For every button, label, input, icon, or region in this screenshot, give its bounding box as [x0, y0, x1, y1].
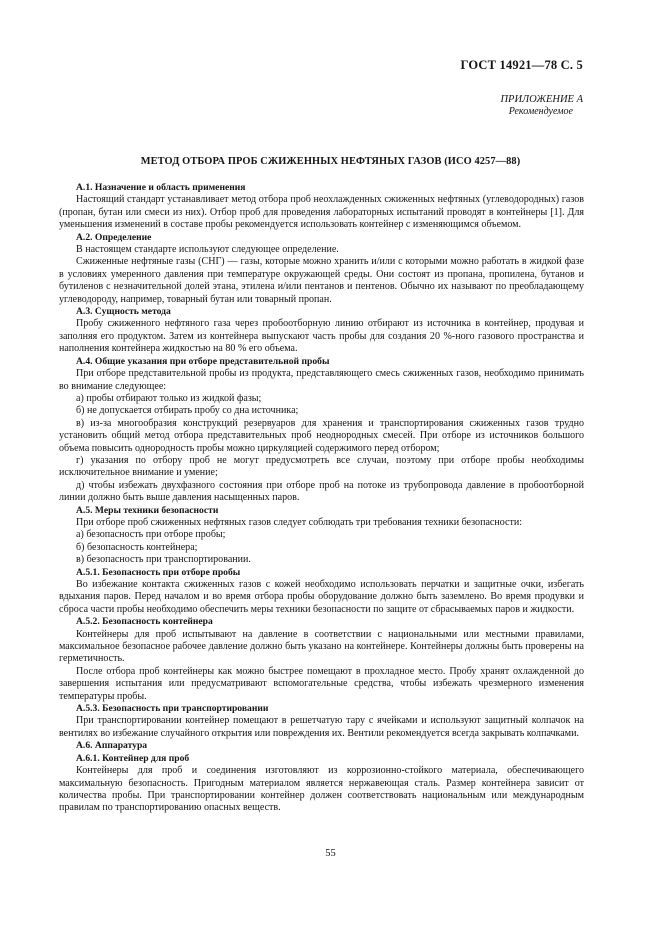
body-paragraph: Сжиженные нефтяные газы (СНГ) — газы, которые можно хранить и/или с которыми можно работать в жидкой фазе в условиях умеренного давления при температуре окружающей среды. Они состоят из пропана, пропилена, бутанов и бутиленов с незначительной долей этана, этилена и/или пентанов и пентенов. Обычно их называют по преобладающему углеводороду, например, товарный бутан или товарный пропан.	[59, 256, 584, 305]
appendix-label: ПРИЛОЖЕНИЕ А	[500, 94, 583, 105]
body-paragraph: После отбора проб контейнеры как можно быстрее помещают в прохладное место. Пробу хранят охлажденной до завершения испытания или предусматривают вспомогательные средства, чтобы избежать чрезмерного изменения температуры пробы.	[59, 665, 584, 702]
body-paragraph: Контейнеры для проб испытывают на давление в соответствии с национальными или местными правилами, максимальное безопасное рабочее давление должно быть указано на контейнере. Контейнеры должны быть проверены на герметичность.	[59, 628, 584, 665]
section-heading: А.6. Аппаратура	[76, 740, 148, 752]
appendix-block	[500, 94, 583, 118]
body-paragraph: б) не допускается отбирать пробу со дна источника;	[76, 405, 299, 417]
document-standard-header: ГОСТ 14921—78 С. 5	[460, 58, 583, 72]
section-heading: А.5.1. Безопасность при отборе пробы	[76, 566, 241, 578]
page-number: 55	[325, 848, 336, 859]
body-paragraph: а) пробы отбирают только из жидкой фазы;	[76, 392, 262, 404]
body-paragraph: б) безопасность контейнера;	[76, 541, 198, 553]
section-heading: А.6.1. Контейнер для проб	[76, 752, 190, 764]
section-heading: А.5.3. Безопасность при транспортировании	[76, 703, 269, 715]
body-paragraph: В настоящем стандарте используют следующее определение.	[76, 244, 339, 256]
body-paragraph: Во избежание контакта сжиженных газов с кожей необходимо использовать перчатки и защитные очки, избегать вдыхания паров. Перед началом и во время отбора пробы оборудование должно быть заземлено. Во время продувки и сброса части пробы необходимо обеспечить меры техники безопасности по защите от сбрасываемых паров и жидкости.	[59, 579, 584, 615]
section-heading: А.5.2. Безопасность контейнера	[76, 616, 213, 628]
body-paragraph: При отборе проб сжиженных нефтяных газов следует соблюдать три требования техники безопасности:	[76, 516, 523, 528]
body-paragraph: в) безопасность при транспортировании.	[76, 554, 251, 566]
section-heading: А.5. Меры техники безопасности	[76, 504, 219, 516]
section-heading: А.1. Назначение и область применения	[76, 182, 246, 193]
section-heading: А.3. Сущность метода	[76, 306, 171, 318]
body-paragraph: д) чтобы избежать двухфазного состояния при отборе проб на потоке из трубопровода давление в пробоотборной линии должно быть выше давления насыщенных паров.	[59, 479, 584, 504]
body-paragraph: Настоящий стандарт устанавливает метод отбора проб неохлажденных сжиженных нефтяных (углеводородных) газов (пропан, бутан или смеси из них). Отбор проб для проведения лабораторных испытаний проводят в контейнеры [1]. Для уменьшения изменений в составе пробы рекомендуется использовать контейнер с изменяющимся объемом.	[59, 194, 584, 231]
body-paragraph: а) безопасность при отборе пробы;	[76, 529, 226, 541]
body-paragraph: Пробу сжиженного нефтяного газа через пробоотборную линию отбирают из источника в контейнер, продувая и заполняя его продуктом. Затем из контейнера выпускают часть пробы для создания 20 %-ного газового пространства и наполнения контейнера жидкостью на 80 % его объема.	[59, 318, 584, 355]
body-paragraph: Контейнеры для проб и соединения изготовляют из коррозионно-стойкого материала, обеспечивающего максимальную безопасность. Пригодным материалом является нержавеющая сталь. Размер контейнера зависит от количества пробы. При транспортировании контейнер должен соответствовать национальным или международным правилам по транспортированию опасных веществ.	[59, 765, 584, 814]
document-body	[59, 182, 584, 815]
section-heading: А.4. Общие указания при отборе представительной пробы	[76, 355, 330, 367]
body-paragraph: При транспортировании контейнер помещают в решетчатую тару с ячейками и используют защитный колпачок на вентилях во избежание случайного открытия или повреждения их. Вентили рекомендуется всегда закрывать колпачками.	[59, 715, 584, 739]
body-paragraph: в) из-за многообразия конструкций резервуаров для хранения и транспортирования сжиженных газов трудно установить общий метод отбора представительных проб неоднородных смесей. При отборе из источников большого объема повысить однородность пробы можно циркуляцией содержимого перед отбором;	[59, 417, 584, 454]
section-heading: А.2. Определение	[76, 231, 152, 243]
appendix-status: Рекомендуемое	[508, 106, 573, 117]
body-paragraph: г) указания по отбору проб не могут предусмотреть все случаи, поэтому при отборе пробы необходимы исключительное внимание и умение;	[59, 454, 584, 479]
document-title: МЕТОД ОТБОРА ПРОБ СЖИЖЕННЫХ НЕФТЯНЫХ ГАЗОВ (ИСО 4257—88)	[140, 156, 521, 167]
body-paragraph: При отборе представительной пробы из продукта, представляющего смесь сжиженных газов, необходимо принимать во внимание следующее:	[59, 368, 584, 392]
